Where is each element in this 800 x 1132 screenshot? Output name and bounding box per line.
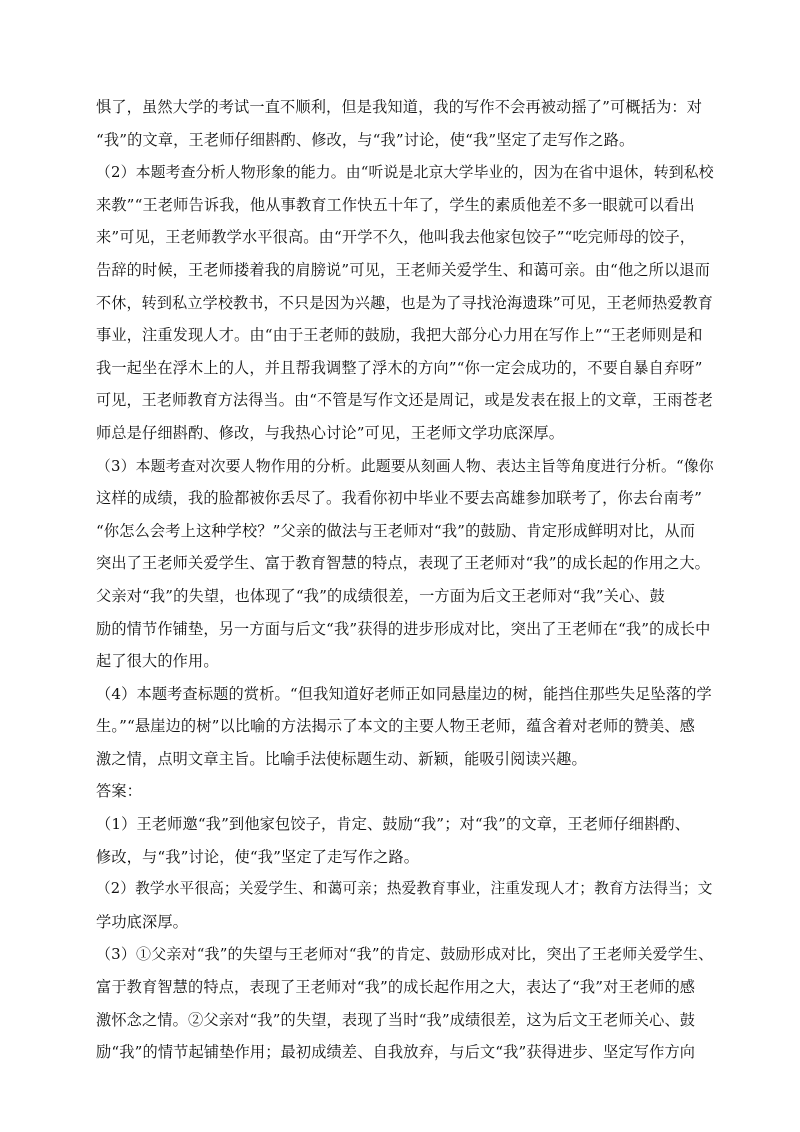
text-line: 励“我”的情节起铺垫作用；最初成绩差、自我放弃，与后文“我”获得进步、坚定写作方向	[96, 1043, 696, 1062]
document-body	[96, 91, 716, 1069]
text-line: 富于教育智慧的特点，表现了王老师对“我”的成长起作用之大，表达了“我”对王老师的感	[96, 978, 696, 997]
text-line: 告辞的时候，王老师搂着我的肩膀说”可见，王老师关爱学生、和蔼可亲。由“他之所以退而	[96, 260, 710, 279]
text-line: （3）①父亲对“我”的失望与王老师对“我”的肯定、鼓励形成对比，突出了王老师关爱学生、	[96, 945, 714, 964]
text-line: “我”的文章，王老师仔细斟酌、修改，与“我”讨论，使“我”坚定了走写作之路。	[96, 130, 635, 149]
answer-heading: 答案：	[96, 782, 143, 801]
text-line: 师总是仔细斟酌、修改，与我热心讨论”可见，王老师文学功底深厚。	[96, 423, 565, 442]
text-line: 激怀念之情。②父亲对“我”的失望，表现了当时“我”成绩很差，这为后文王老师关心、鼓	[96, 1010, 696, 1029]
text-line: 激之情，点明文章主旨。比喻手法使标题生动、新颖，能吸引阅读兴趣。	[96, 749, 587, 768]
text-line: 不休，转到私立学校教书，不只是因为兴趣，也是为了寻找沧海遗珠”可见，王老师热爱教育	[96, 293, 713, 312]
text-line: 来教”“王老师告诉我，他从事教育工作快五十年了，学生的素质他差不多一眼就可以看出	[96, 195, 695, 214]
text-line: 来”可见，王老师教学水平很高。由“开学不久，他叫我去他家包饺子”“吃完师母的饺子，	[96, 228, 696, 247]
text-line: 这样的成绩，我的脸都被你丢尽了。我看你初中毕业不要去高雄参加联考了，你去台南考”	[96, 489, 703, 508]
text-line: 事业，注重发现人才。由“由于王老师的鼓励，我把大部分心力用在写作上”“王老师则是和	[96, 326, 703, 345]
text-line: “你怎么会考上这种学校？”父亲的做法与王老师对“我”的鼓励、肯定形成鲜明对比，从而	[96, 521, 696, 540]
text-line: 生。”“悬崖边的树”以比喻的方法揭示了本文的主要人物王老师，蕴含着对老师的赞美、感	[96, 717, 695, 736]
text-line: 修改，与“我”讨论，使“我”坚定了走写作之路。	[96, 847, 420, 866]
text-line: 我一起坐在浮木上的人，并且帮我调整了浮木的方向”“你一定会成功的，不要自暴自弃呀”	[96, 358, 703, 377]
text-line: 父亲对“我”的失望，也体现了“我”的成绩很差，一方面为后文王老师对“我”关心、鼓	[96, 586, 665, 605]
text-line: 学功底深厚。	[96, 912, 189, 931]
text-line: 可见，王老师教育方法得当。由“不管是写作文还是周记，或是发表在报上的文章，王雨苍老	[96, 391, 713, 410]
text-line: （2）本题考查分析人物形象的能力。由“听说是北京大学毕业的，因为在省中退休，转到私校	[96, 163, 714, 182]
text-line: 突出了王老师关爱学生、富于教育智慧的特点，表现了王老师对“我”的成长起的作用之大。	[96, 554, 710, 573]
text-line: （1）王老师邀“我”到他家包饺子，肯定、鼓励“我”；对“我”的文章，王老师仔细斟酌、	[96, 815, 691, 834]
text-line: （3）本题考查对次要人物作用的分析。此题要从刻画人物、表达主旨等角度进行分析。“像你	[96, 456, 714, 475]
text-line: （4）本题考查标题的赏析。“但我知道好老师正如同悬崖边的树，能挡住那些失足坠落的学	[96, 684, 712, 703]
text-line: 励的情节作铺垫，另一方面与后文“我”获得的进步形成对比，突出了王老师在“我”的成长中	[96, 619, 711, 638]
text-line: （2）教学水平很高；关爱学生、和蔼可亲；热爱教育事业，注重发现人才；教育方法得当；文	[96, 880, 713, 898]
text-line: 起了很大的作用。	[96, 652, 219, 671]
text-line: 惧了，虽然大学的考试一直不顺利，但是我知道，我的写作不会再被动摇了”可概括为：对	[96, 98, 703, 116]
